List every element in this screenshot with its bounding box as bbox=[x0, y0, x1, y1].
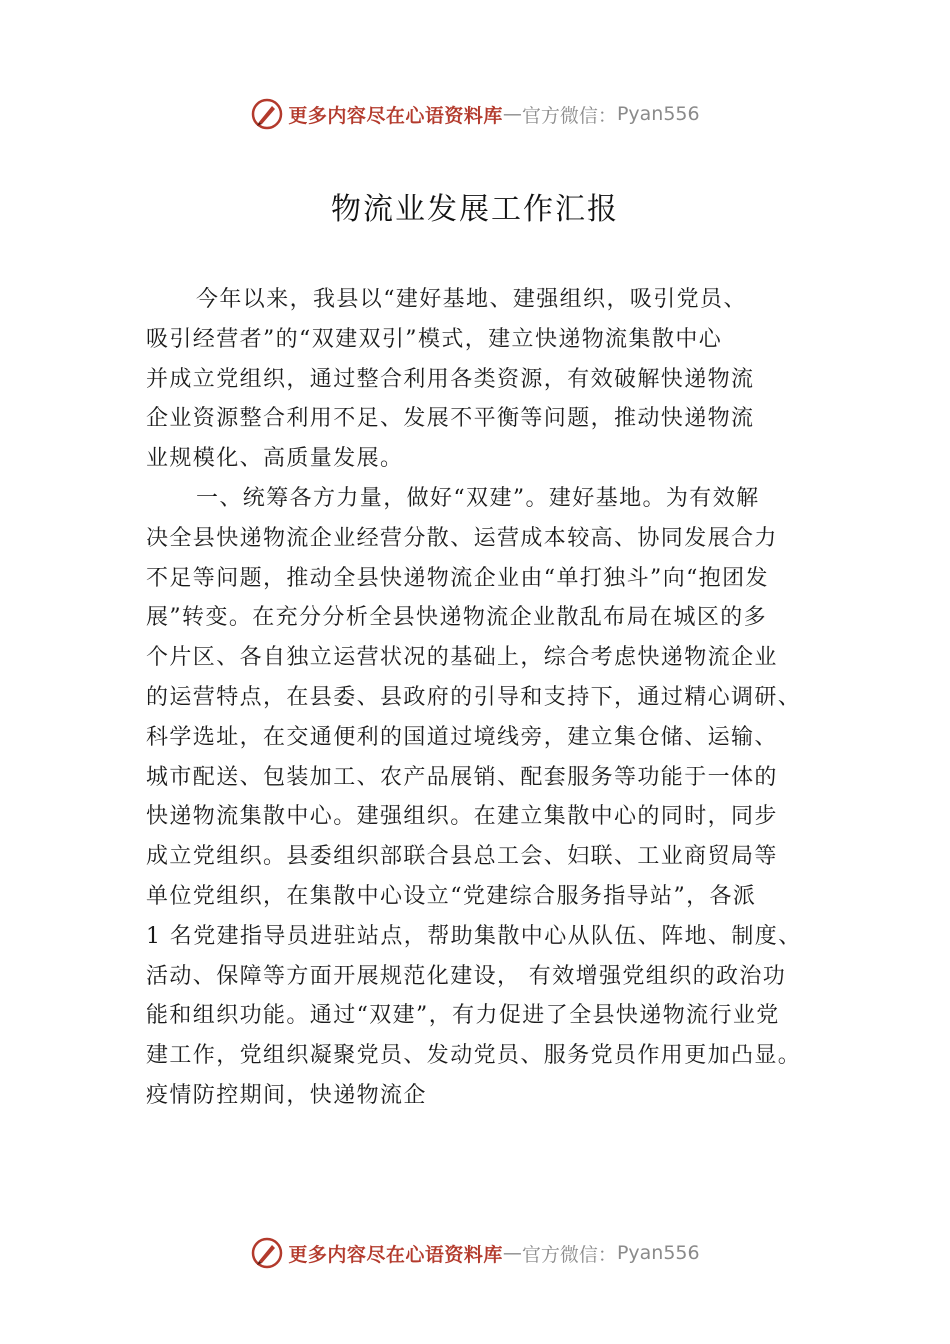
watermark-site-text: 更多内容尽在心语资料库 bbox=[288, 104, 503, 127]
pen-logo-icon bbox=[250, 97, 284, 131]
text-line: 疫情防控期间，快递物流企 bbox=[146, 1082, 427, 1108]
watermark-dash: — bbox=[502, 1242, 522, 1264]
text-line: 企业资源整合利用不足、发展不平衡等问题，推动快递物流 bbox=[146, 406, 755, 432]
text-line: 吸引经营者”的“双建双引”模式，建立快递物流集散中心 bbox=[146, 326, 723, 352]
text-line: 活动、保障等方面开展规范化建设， 有效增强党组织的政治功 bbox=[146, 963, 787, 989]
text-line: 不足等问题，推动全县快递物流企业由“单打独斗”向“抱团发 bbox=[146, 565, 769, 591]
watermark-account-label: 官方微信： bbox=[521, 104, 617, 127]
text-line: 成立党组织。县委组织部联合县总工会、妇联、工业商贸局等 bbox=[146, 844, 778, 870]
footer-watermark bbox=[0, 1233, 950, 1273]
document-title: 物流业发展工作汇报 bbox=[331, 192, 619, 227]
header-watermark bbox=[0, 94, 950, 134]
text-line: 单位党组织，在集散中心设立“党建综合服务指导站”，各派 bbox=[146, 883, 757, 909]
watermark-site-text: 更多内容尽在心语资料库 bbox=[288, 1243, 503, 1266]
text-line: 决全县快递物流企业经营分散、运营成本较高、协同发展合力 bbox=[146, 525, 778, 551]
watermark-account-label: 官方微信： bbox=[521, 1243, 617, 1266]
text-line: 城市配送、包装加工、农产品展销、配套服务等功能于一体的 bbox=[146, 764, 778, 790]
watermark-dash: — bbox=[502, 103, 522, 125]
watermark-account-id: Pyan556 bbox=[616, 1242, 700, 1264]
document-body bbox=[146, 280, 836, 1116]
text-line: 快递物流集散中心。建强组织。在建立集散中心的同时，同步 bbox=[146, 804, 778, 830]
text-line: 一、统筹各方力量，做好“双建”。建好基地。为有效解 bbox=[196, 485, 760, 511]
pen-logo-icon bbox=[250, 1236, 284, 1270]
text-line: 的运营特点，在县委、县政府的引导和支持下，通过精心调研、 bbox=[146, 684, 802, 710]
text-line: 建工作，党组织凝聚党员、发动党员、服务党员作用更加凸显。 bbox=[146, 1043, 802, 1069]
text-line: 能和组织功能。通过“双建”，有力促进了全县快递物流行业党 bbox=[146, 1003, 780, 1029]
text-line: 并成立党组织，通过整合利用各类资源，有效破解快递物流 bbox=[146, 366, 755, 392]
text-line: 业规模化、高质量发展。 bbox=[146, 446, 404, 472]
text-line: 科学选址，在交通便利的国道过境线旁，建立集仓储、运输、 bbox=[146, 724, 778, 750]
watermark-account-id: Pyan556 bbox=[616, 103, 700, 125]
text-line: 1 名党建指导员进驻站点，帮助集散中心从队伍、阵地、制度、 bbox=[146, 923, 802, 949]
text-line: 今年以来，我县以“建好基地、建强组织，吸引党员、 bbox=[196, 287, 747, 312]
text-line: 个片区、各自独立运营状况的基础上，综合考虑快递物流企业 bbox=[146, 645, 778, 671]
text-line: 展”转变。在充分分析全县快递物流企业散乱布局在城区的多 bbox=[146, 605, 768, 631]
